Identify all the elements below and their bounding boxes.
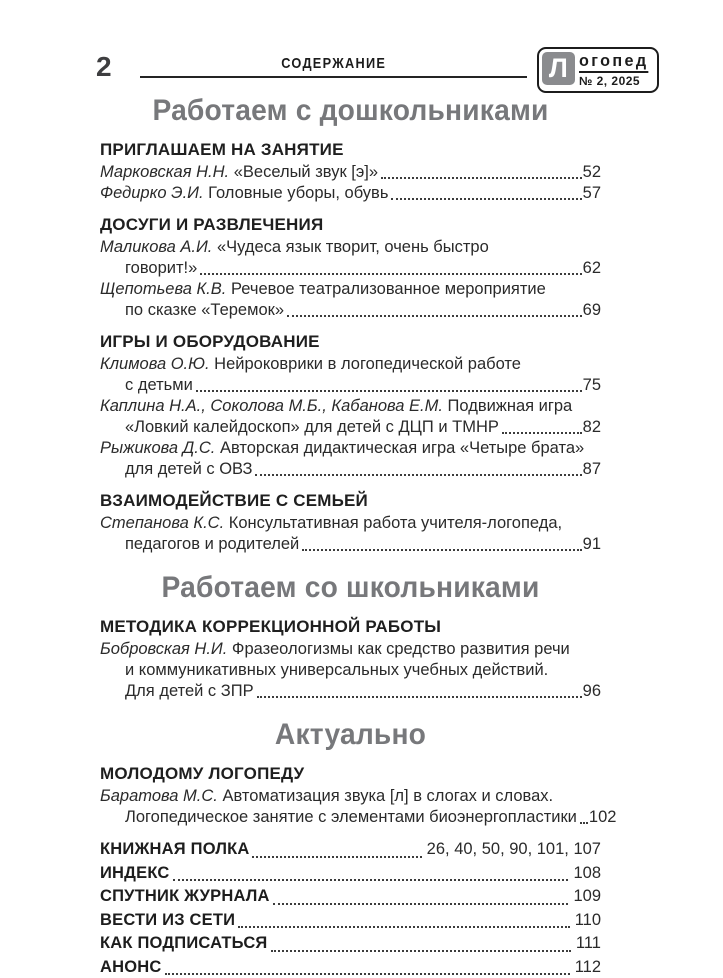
toc-entry-author: Каплина Н.А., Соколова М.Б., Кабанова Е.М. [100,397,443,415]
toc-entry-text: Бобровская Н.И. Фразеологизмы как средство развития речи [100,640,570,658]
toc-entry-text: Каплина Н.А., Соколова М.Б., Кабанова Е.М. Подвижная игра [100,397,573,415]
dot-leader [238,926,569,928]
toc-entry-text: Степанова К.С. Консультативная работа учителя-логопеда, [100,514,563,532]
logo-text-block [579,52,654,88]
page-number: 2 [96,51,112,82]
dot-leader [255,474,581,476]
toc-entry-text: Климова О.Ю. Нейроковрики в логопедической работе [100,355,521,373]
header-title: СОДЕРЖАНИЕ [280,55,386,72]
group-heading: МЕТОДИКА КОРРЕКЦИОННОЙ РАБОТЫ [100,617,442,636]
toc-entry-line [100,375,601,396]
toc-entry-text: с детьми [125,376,193,394]
group-heading: ИГРЫ И ОБОРУДОВАНИЕ [100,332,320,351]
dot-leader [302,549,581,551]
toc-entry-text: Логопедическое занятие с элементами биоэнергопластики [125,808,577,826]
dot-leader [271,950,571,952]
toc-entry-line [100,183,601,204]
toc-entry-page: 62 [582,259,601,277]
group-heading: ПРИГЛАШАЕМ НА ЗАНЯТИЕ [100,140,344,159]
header-rule [140,55,527,78]
toc-entry-line [100,417,601,438]
group-heading: ДОСУГИ И РАЗВЛЕЧЕНИЯ [100,215,324,234]
toc-entry-line [100,237,601,258]
toc-entry-author: Рыжикова Д.С. [100,439,216,457]
toc-entry-line [100,459,601,480]
toc-entry-page: 82 [582,418,601,436]
rubric-row [100,956,601,978]
dot-leader [165,973,570,975]
dot-leader [196,390,582,392]
toc-entry-author: Федирко Э.И. [100,184,204,202]
toc-entry-text: Маликова А.И. «Чудеса язык творит, очень быстро [100,238,489,256]
toc-entry-line [100,513,601,534]
toc-entry [100,354,601,396]
toc-entry-line [100,300,601,321]
toc-entry-page: 52 [582,163,601,181]
toc-entry-line [100,396,601,417]
toc-entry [100,162,601,183]
toc-entry-line [100,162,601,183]
logo-letter-badge: Л [542,52,575,85]
rubric-label: КНИЖНАЯ ПОЛКА [100,840,250,858]
toc-entry [100,786,617,828]
page-header [0,36,723,88]
dot-leader [381,177,582,179]
toc-entry-text: Для детей с ЗПР [125,682,254,700]
toc-entry-page: 96 [582,682,601,700]
dot-leader [273,903,569,905]
logo-journal-name: огопед [579,52,648,73]
toc-entry-page: 57 [582,184,601,202]
toc-entry [100,396,601,438]
section-title: Работаем с дошкольниками [152,94,549,127]
toc-entry-text: говорит!» [125,259,198,277]
toc-entry-text: и коммуникативных универсальных учебных действий. [125,661,549,679]
toc-entry-text: Марковская Н.Н. «Веселый звук [э]» [100,163,379,181]
rubric-label: АНОНС [100,957,162,976]
toc-entry-author: Щепотьева К.В. [100,280,227,298]
rubric-row [100,932,601,956]
section-title: Работаем со школьниками [161,571,540,604]
dot-leader [257,696,582,698]
rubric-row [100,909,601,933]
toc-entry-text: для детей с ОВЗ [125,460,253,478]
rubric-label: ВЕСТИ ИЗ СЕТИ [100,910,236,929]
toc-entry-line [100,639,601,660]
journal-logo [537,47,659,93]
toc-entry-author: Баратова М.С. [100,787,218,805]
section-title: Актуально [274,718,427,751]
dot-leader [287,315,582,317]
dot-leader [391,198,581,200]
dot-leader [252,856,421,858]
toc-entry [100,513,601,555]
toc-entry-text: Баратова М.С. Автоматизация звука [л] в слогах и словах. [100,787,554,805]
toc-entry-page: 91 [582,535,601,553]
toc-entry-page: 75 [582,376,601,394]
toc-entry [100,183,601,204]
group-heading: ВЗАИМОДЕЙСТВИЕ С СЕМЬЕЙ [100,491,368,510]
toc-entry-text: «Ловкий калейдоскоп» для детей с ДЦП и ТМНР [125,418,499,436]
toc-entry-text: Рыжикова Д.С. Авторская дидактическая игра «Четыре брата» [100,439,585,457]
rubric-page: 26, 40, 50, 90, 101, 107 [426,840,601,858]
rubric-list [0,838,723,978]
toc-entry-line [100,786,601,807]
rubric-row [100,862,601,886]
toc-entry-author: Климова О.Ю. [100,355,210,373]
toc-content [0,94,723,828]
dot-leader [502,432,582,434]
toc-entry-line [100,660,601,681]
rubric-row [100,838,601,862]
toc-entry-line [100,354,601,375]
toc-entry-line [100,258,601,279]
toc-entry-line [100,438,601,459]
dot-leader [173,879,569,881]
toc-entry [100,237,601,279]
logo-issue-number: № 2, 2025 [578,74,641,88]
rubric-label: КАК ПОДПИСАТЬСЯ [100,934,268,952]
toc-entry-author: Степанова К.С. [100,514,225,532]
toc-entry-text: педагогов и родителей [125,535,300,553]
rubric-label: СПУТНИК ЖУРНАЛА [100,887,270,905]
rubric-page: 110 [574,910,601,929]
toc-entry-author: Марковская Н.Н. [100,163,230,181]
rubric-page: 108 [573,863,601,882]
rubric-page: 112 [574,957,601,976]
group-heading: МОЛОДОМУ ЛОГОПЕДУ [100,764,305,783]
rubric-page: 109 [573,887,601,905]
dot-leader [580,822,588,824]
toc-entry [100,438,601,480]
toc-entry-line [100,807,617,828]
toc-entry-line [100,279,601,300]
toc-entry-line [100,534,601,555]
rubric-page: 111 [575,934,601,952]
toc-entry-text: Федирко Э.И. Головные уборы, обувь [100,184,389,202]
rubric-row [100,885,601,909]
toc-entry [100,279,601,321]
toc-entry-page: 102 [588,808,617,826]
toc-entry-page: 69 [582,301,601,319]
toc-entry-text: по сказке «Теремок» [125,301,285,319]
toc-entry [100,639,601,702]
toc-entry-line [100,681,601,702]
toc-entry-author: Маликова А.И. [100,238,213,256]
toc-entry-author: Бобровская Н.И. [100,640,228,658]
toc-entry-page: 87 [582,460,601,478]
dot-leader [200,273,581,275]
rubric-label: ИНДЕКС [100,863,170,882]
toc-entry-text: Щепотьева К.В. Речевое театрализованное мероприятие [100,280,546,298]
